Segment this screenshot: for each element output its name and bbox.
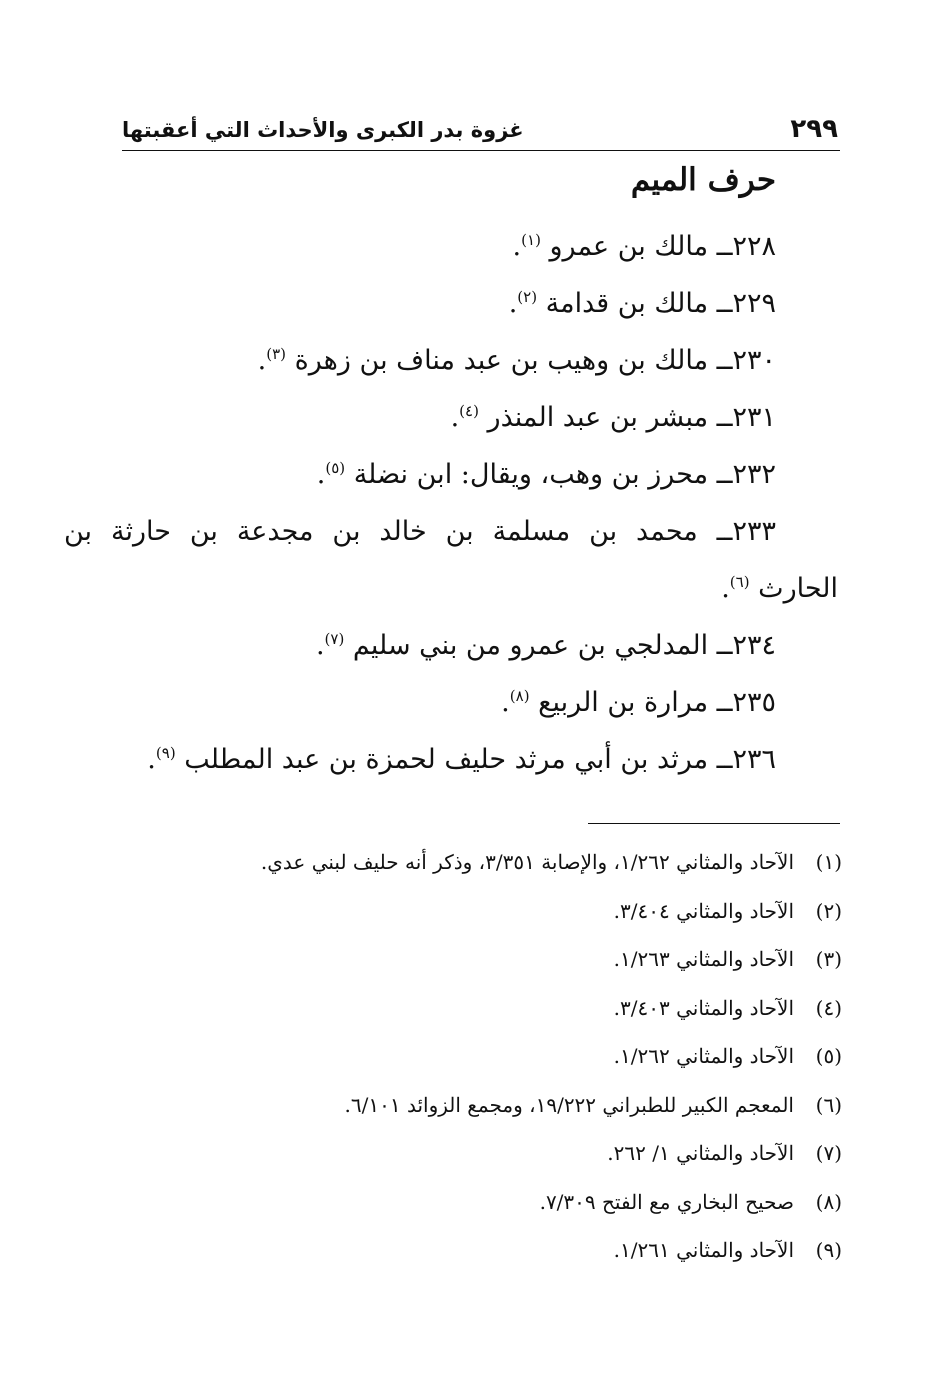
footnote: [142, 937, 842, 986]
footnote-ref[interactable]: (٧): [324, 630, 345, 648]
entry-number: ٢٣٢: [732, 459, 776, 490]
footnote-ref[interactable]: (٢): [517, 288, 538, 306]
footnote-ref[interactable]: (٦): [729, 573, 750, 591]
footnote-number: (٥): [815, 1044, 842, 1068]
footnote-number: (٩): [815, 1238, 842, 1262]
footnote-list: [142, 840, 842, 1277]
entry-text: مالك بن قدامة: [545, 288, 709, 319]
list-item: ٢٣٤ــ المدلجي بن عمرو من بني سليم $^{(٧)}$.: [315, 630, 776, 661]
list-item: [64, 507, 838, 621]
list-item: ٢٣٥ــ مرارة بن الربيع $^{(٨)}$.: [501, 687, 776, 718]
entry-number: ٢٣٦: [732, 744, 776, 775]
footnote-ref[interactable]: (٥): [325, 459, 346, 477]
entry-text: مرارة بن الربيع: [538, 687, 709, 718]
entry-text: مبشر بن عبد المنذر: [487, 402, 709, 433]
entry-number: ٢٣٠: [732, 345, 776, 376]
list-item: ٢٢٨ــ مالك بن عمرو $^{(١)}$.: [512, 231, 776, 262]
footnote: [142, 1083, 842, 1132]
entry-text: مالك بن وهيب بن عبد مناف بن زهرة: [294, 345, 709, 376]
entry-number: ٢٢٩: [732, 288, 776, 319]
footnote-text: الآحاد والمثاني ١/٢٦١.: [613, 1238, 794, 1262]
entry-number: ٢٣٤: [732, 630, 776, 661]
footnote: [142, 1228, 842, 1277]
footnote-ref[interactable]: (٣): [266, 345, 287, 363]
footnote-text: الآحاد والمثاني ٣/٤٠٤.: [613, 898, 794, 923]
entry-text: محرز بن وهب، ويقال: ابن نضلة: [353, 459, 709, 490]
footnote-number: (٣): [815, 947, 842, 971]
entry-number: ٢٣٥: [732, 687, 776, 718]
list-item: ٢٢٩ــ مالك بن قدامة $^{(٢)}$.: [508, 288, 776, 319]
footnote-number: (٢): [815, 898, 842, 923]
list-item: ٢٣٢ــ محرز بن وهب، ويقال: ابن نضلة $^{(٥)}$.: [316, 459, 776, 490]
footnote-number: (٦): [815, 1092, 842, 1117]
section-heading: حرف الميم: [630, 162, 776, 198]
entry-text: مرثد بن أبي مرثد حليف لحمزة بن عبد المطلب: [184, 744, 709, 775]
footnote-text: صحيح البخاري مع الفتح ٧/٣٠٩.: [539, 1189, 794, 1214]
entry-number: ٢٣١: [732, 402, 776, 433]
footnote: [142, 986, 842, 1035]
page-number: ٢٩٩: [790, 114, 838, 144]
running-title: غزوة بدر الكبرى والأحداث التي أعقبتها: [122, 118, 524, 142]
entry-text: المدلجي بن عمرو من بني سليم: [352, 630, 709, 661]
footnote-text: الآحاد والمثاني ١/٢٦٣.: [613, 947, 794, 971]
entry-number: ٢٣٣: [732, 516, 776, 547]
entry-text: محمد بن مسلمة بن خالد بن مجدعة بن حارثة بن: [64, 516, 698, 547]
footnote-number: (٤): [815, 995, 842, 1020]
entry-text-continued: الحارث: [758, 573, 838, 604]
footnote-number: (٧): [815, 1141, 842, 1165]
footnote-number: (٨): [815, 1189, 842, 1214]
footnote-ref[interactable]: (٨): [509, 687, 530, 705]
footnote-ref[interactable]: (١): [521, 231, 541, 249]
footnote-number: (١): [815, 850, 842, 874]
footnote: [142, 1131, 842, 1180]
footnote-text: الآحاد والمثاني ١/٢٦٢، والإصابة ٣/٣٥١، وذكر أنه حليف لبني عدي.: [260, 850, 794, 874]
list-item: ٢٣٦ــ مرثد بن أبي مرثد حليف لحمزة بن عبد المطلب $^{(٩)}$.: [147, 744, 776, 775]
entry-list: [64, 222, 838, 792]
footnote: [142, 840, 842, 889]
footnote: [142, 1180, 842, 1229]
footnote-ref[interactable]: (٩): [155, 744, 176, 762]
footnote-text: الآحاد والمثاني ١/٢٦٢.: [613, 1044, 794, 1068]
footnote-ref[interactable]: (٤): [459, 402, 479, 420]
footnote-text: الآحاد والمثاني ١/ ٢٦٢.: [607, 1141, 794, 1165]
list-item: ٢٣٠ــ مالك بن وهيب بن عبد مناف بن زهرة $^{(٣)}$.: [257, 345, 776, 376]
footnote: [142, 1034, 842, 1083]
footnote-text: الآحاد والمثاني ٣/٤٠٣.: [613, 995, 794, 1020]
list-item: ٢٣١ــ مبشر بن عبد المنذر $^{(٤)}$.: [450, 402, 776, 433]
entry-text: مالك بن عمرو: [549, 231, 709, 262]
footnote-divider: [588, 823, 840, 824]
page-header: [122, 112, 840, 151]
entry-line-2: الحارث $^{(٦)}$.: [721, 573, 838, 604]
entry-number: ٢٢٨: [732, 231, 776, 262]
footnote: [142, 889, 842, 938]
footnote-text: المعجم الكبير للطبراني ١٩/٢٢٢، ومجمع الزوائد ٦/١٠١.: [344, 1092, 794, 1117]
entry-line-1: ٢٣٣ــ محمد بن مسلمة بن خالد بن مجدعة بن حارثة بن: [64, 516, 776, 547]
